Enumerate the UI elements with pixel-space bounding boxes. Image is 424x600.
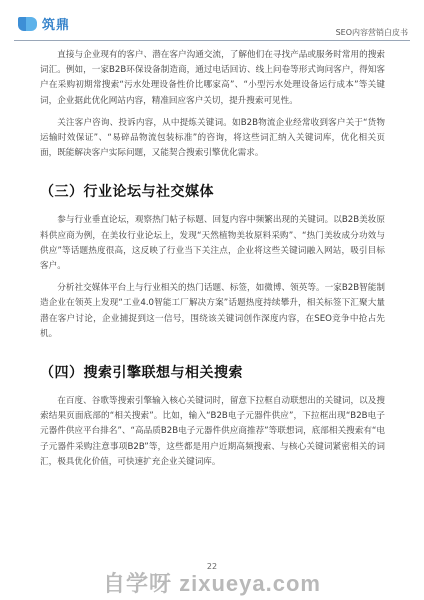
page-number: 22 [206, 562, 218, 571]
paragraph-search-suggestions: 在百度、谷歌等搜索引擎输入核心关键词时，留意下拉框自动联想出的关键词，以及搜索结果页面底部的“相关搜索”。比如，输入“B2B电子元器件供应”，下拉框出现“B2B电子元器件供应平台排名”、“高品质B2B电子元器件供应商推荐”等联想词，底部相关搜索有“电子元器件采购注意事项B2B”等，这些都是用户近期高频搜索、与核心关键词紧密相关的词汇，极具优化价值，可快速扩充企业关键词库。 [40, 396, 385, 467]
page-header [0, 0, 424, 46]
logo-icon [18, 15, 38, 33]
paragraph-customer-inquiries: 关注客户咨询、投诉内容，从中提炼关键词。如B2B物流企业经常收到客户关于“货物运输时效保证”、“易碎品物流包装标准”的咨询，将这些词汇纳入关键词库，优化相关页面，既能解决客户实际问题，又能契合搜索引擎优化需求。 [40, 117, 385, 159]
header-divider [14, 40, 410, 41]
watermark: 自学呀 zixueya.com [103, 571, 321, 596]
document-body [40, 48, 385, 477]
paragraph-industry-forums: 参与行业垂直论坛，观察热门帖子标题、回复内容中频繁出现的关键词。以B2B美妆原料供应商为例，在美妆行业论坛上，发现“天然植物美妆原料采购”、“热门美妆成分功效与供应”等话题热度很高，这反映了行业当下关注点，企业将这些关键词融入网站，吸引目标客户。 [40, 215, 385, 272]
header-title: SEO内容营销白皮书 [335, 28, 408, 37]
logo-text: 筑鼎 [42, 18, 71, 33]
section-title-search-suggestions: （四）搜索引擎联想与相关搜索 [40, 365, 243, 382]
paragraph-social-media: 分析社交媒体平台上与行业相关的热门话题、标签，如微博、领英等。一家B2B智能制造企业在领英上发现“工业4.0智能工厂解决方案”话题热度持续攀升，相关标签下汇聚大量潜在客户讨论，企业捕捉到这一信号，围绕该关键词创作深度内容，在SEO竞争中抢占先机。 [40, 283, 385, 339]
logo [18, 14, 70, 33]
section-title-forums-social: （三）行业论坛与社交媒体 [40, 184, 214, 201]
paragraph-customer-communication: 直接与企业现有的客户、潜在客户沟通交流，了解他们在寻找产品或服务时常用的搜索词汇。例如，一家B2B环保设备制造商，通过电话回访、线上问卷等形式询问客户，得知客户在采购初期常搜索“污水处理设备性价比哪家高”、“小型污水处理设备运行成本”等关键词，企业据此优化网站内容，精准回应客户关切，提升搜索可见性。 [40, 50, 385, 106]
